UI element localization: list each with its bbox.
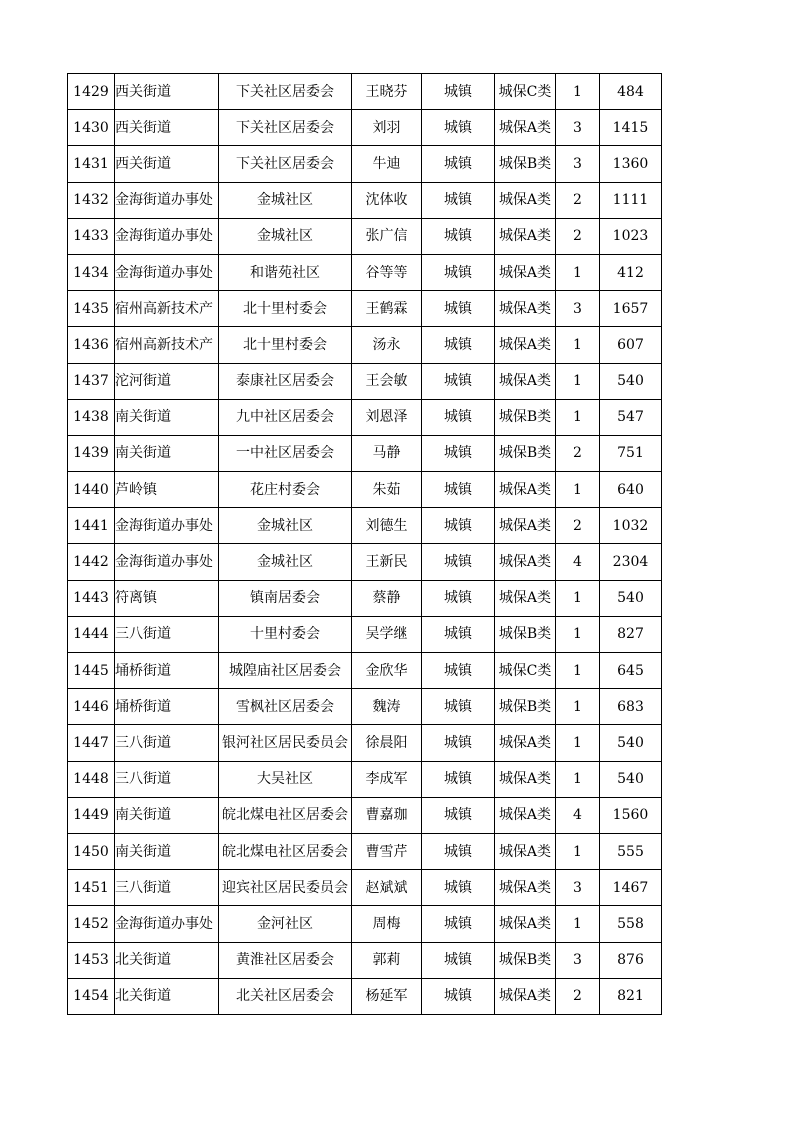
committee-cell: 北十里村委会	[219, 291, 352, 327]
row-number: 1445	[68, 653, 115, 689]
table-row	[68, 906, 662, 942]
name-cell: 曹雪芹	[352, 833, 422, 869]
committee-cell: 下关社区居委会	[219, 74, 352, 110]
name-cell: 杨延军	[352, 978, 422, 1014]
name-cell: 谷等等	[352, 254, 422, 290]
street-cell: 西关街道	[115, 146, 219, 182]
committee-cell: 雪枫社区居委会	[219, 689, 352, 725]
street-cell: 埇桥街道	[115, 653, 219, 689]
category-cell: 城保A类	[495, 906, 556, 942]
row-number: 1431	[68, 146, 115, 182]
category-cell: 城保C类	[495, 74, 556, 110]
persons-cell: 1	[556, 653, 600, 689]
amount-cell: 540	[600, 761, 662, 797]
persons-cell: 1	[556, 761, 600, 797]
committee-cell: 金城社区	[219, 182, 352, 218]
table-row	[68, 761, 662, 797]
street-cell: 西关街道	[115, 74, 219, 110]
name-cell: 金欣华	[352, 653, 422, 689]
row-number: 1441	[68, 508, 115, 544]
name-cell: 汤永	[352, 327, 422, 363]
amount-cell: 484	[600, 74, 662, 110]
area-cell: 城镇	[422, 942, 495, 978]
amount-cell: 547	[600, 399, 662, 435]
table-row	[68, 616, 662, 652]
category-cell: 城保A类	[495, 472, 556, 508]
roster-body	[68, 74, 662, 1015]
area-cell: 城镇	[422, 870, 495, 906]
row-number: 1434	[68, 254, 115, 290]
name-cell: 朱茹	[352, 472, 422, 508]
amount-cell: 1023	[600, 218, 662, 254]
persons-cell: 1	[556, 472, 600, 508]
committee-cell: 大吴社区	[219, 761, 352, 797]
category-cell: 城保B类	[495, 942, 556, 978]
street-cell: 三八街道	[115, 725, 219, 761]
committee-cell: 泰康社区居委会	[219, 363, 352, 399]
table-row	[68, 472, 662, 508]
area-cell: 城镇	[422, 616, 495, 652]
row-number: 1449	[68, 797, 115, 833]
amount-cell: 1467	[600, 870, 662, 906]
persons-cell: 1	[556, 327, 600, 363]
table-row	[68, 218, 662, 254]
street-cell: 北关街道	[115, 942, 219, 978]
category-cell: 城保A类	[495, 870, 556, 906]
committee-cell: 九中社区居委会	[219, 399, 352, 435]
category-cell: 城保A类	[495, 110, 556, 146]
name-cell: 吴学继	[352, 616, 422, 652]
area-cell: 城镇	[422, 906, 495, 942]
street-cell: 南关街道	[115, 833, 219, 869]
table-row	[68, 833, 662, 869]
roster-table	[67, 73, 662, 1015]
street-cell: 三八街道	[115, 616, 219, 652]
row-number: 1440	[68, 472, 115, 508]
amount-cell: 1560	[600, 797, 662, 833]
category-cell: 城保A类	[495, 327, 556, 363]
committee-cell: 下关社区居委会	[219, 110, 352, 146]
persons-cell: 4	[556, 797, 600, 833]
category-cell: 城保A类	[495, 218, 556, 254]
persons-cell: 1	[556, 906, 600, 942]
amount-cell: 640	[600, 472, 662, 508]
street-cell: 南关街道	[115, 797, 219, 833]
committee-cell: 金河社区	[219, 906, 352, 942]
row-number: 1436	[68, 327, 115, 363]
row-number: 1454	[68, 978, 115, 1014]
persons-cell: 2	[556, 182, 600, 218]
row-number: 1450	[68, 833, 115, 869]
row-number: 1435	[68, 291, 115, 327]
table-row	[68, 435, 662, 471]
persons-cell: 1	[556, 689, 600, 725]
street-cell: 金海街道办事处	[115, 544, 219, 580]
persons-cell: 3	[556, 146, 600, 182]
table-row	[68, 291, 662, 327]
street-cell: 南关街道	[115, 399, 219, 435]
amount-cell: 1415	[600, 110, 662, 146]
committee-cell: 银河社区居民委员会	[219, 725, 352, 761]
street-cell: 金海街道办事处	[115, 508, 219, 544]
row-number: 1451	[68, 870, 115, 906]
row-number: 1448	[68, 761, 115, 797]
area-cell: 城镇	[422, 74, 495, 110]
committee-cell: 城隍庙社区居委会	[219, 653, 352, 689]
name-cell: 刘羽	[352, 110, 422, 146]
street-cell: 北关街道	[115, 978, 219, 1014]
committee-cell: 北十里村委会	[219, 327, 352, 363]
row-number: 1432	[68, 182, 115, 218]
name-cell: 郭莉	[352, 942, 422, 978]
persons-cell: 1	[556, 725, 600, 761]
amount-cell: 540	[600, 725, 662, 761]
table-row	[68, 110, 662, 146]
table-row	[68, 797, 662, 833]
category-cell: 城保A类	[495, 544, 556, 580]
amount-cell: 827	[600, 616, 662, 652]
row-number: 1443	[68, 580, 115, 616]
persons-cell: 3	[556, 870, 600, 906]
amount-cell: 540	[600, 580, 662, 616]
amount-cell: 555	[600, 833, 662, 869]
name-cell: 刘恩泽	[352, 399, 422, 435]
street-cell: 西关街道	[115, 110, 219, 146]
committee-cell: 和谐苑社区	[219, 254, 352, 290]
area-cell: 城镇	[422, 291, 495, 327]
street-cell: 金海街道办事处	[115, 254, 219, 290]
committee-cell: 金城社区	[219, 508, 352, 544]
area-cell: 城镇	[422, 761, 495, 797]
row-number: 1446	[68, 689, 115, 725]
committee-cell: 皖北煤电社区居委会	[219, 797, 352, 833]
row-number: 1452	[68, 906, 115, 942]
amount-cell: 751	[600, 435, 662, 471]
table-row	[68, 689, 662, 725]
name-cell: 李成军	[352, 761, 422, 797]
row-number: 1439	[68, 435, 115, 471]
area-cell: 城镇	[422, 399, 495, 435]
table-row	[68, 508, 662, 544]
category-cell: 城保A类	[495, 797, 556, 833]
area-cell: 城镇	[422, 146, 495, 182]
committee-cell: 迎宾社区居民委员会	[219, 870, 352, 906]
table-row	[68, 942, 662, 978]
name-cell: 马静	[352, 435, 422, 471]
amount-cell: 876	[600, 942, 662, 978]
table-row	[68, 653, 662, 689]
name-cell: 周梅	[352, 906, 422, 942]
amount-cell: 558	[600, 906, 662, 942]
amount-cell: 1032	[600, 508, 662, 544]
area-cell: 城镇	[422, 182, 495, 218]
table-row	[68, 74, 662, 110]
table-row	[68, 399, 662, 435]
table-row	[68, 870, 662, 906]
area-cell: 城镇	[422, 833, 495, 869]
name-cell: 牛迪	[352, 146, 422, 182]
category-cell: 城保A类	[495, 254, 556, 290]
persons-cell: 1	[556, 74, 600, 110]
category-cell: 城保A类	[495, 978, 556, 1014]
area-cell: 城镇	[422, 110, 495, 146]
street-cell: 金海街道办事处	[115, 182, 219, 218]
persons-cell: 1	[556, 580, 600, 616]
category-cell: 城保A类	[495, 833, 556, 869]
street-cell: 宿州高新技术产	[115, 327, 219, 363]
amount-cell: 645	[600, 653, 662, 689]
area-cell: 城镇	[422, 580, 495, 616]
name-cell: 王会敏	[352, 363, 422, 399]
area-cell: 城镇	[422, 725, 495, 761]
amount-cell: 1657	[600, 291, 662, 327]
committee-cell: 花庄村委会	[219, 472, 352, 508]
category-cell: 城保B类	[495, 689, 556, 725]
area-cell: 城镇	[422, 327, 495, 363]
area-cell: 城镇	[422, 653, 495, 689]
table-row	[68, 327, 662, 363]
name-cell: 刘德生	[352, 508, 422, 544]
table-row	[68, 544, 662, 580]
name-cell: 张广信	[352, 218, 422, 254]
amount-cell: 412	[600, 254, 662, 290]
table-row	[68, 254, 662, 290]
street-cell: 金海街道办事处	[115, 906, 219, 942]
amount-cell: 1360	[600, 146, 662, 182]
name-cell: 徐晨阳	[352, 725, 422, 761]
category-cell: 城保A类	[495, 363, 556, 399]
persons-cell: 1	[556, 399, 600, 435]
row-number: 1437	[68, 363, 115, 399]
persons-cell: 1	[556, 254, 600, 290]
street-cell: 金海街道办事处	[115, 218, 219, 254]
name-cell: 沈体收	[352, 182, 422, 218]
name-cell: 王鹤霖	[352, 291, 422, 327]
area-cell: 城镇	[422, 797, 495, 833]
persons-cell: 1	[556, 616, 600, 652]
row-number: 1442	[68, 544, 115, 580]
row-number: 1430	[68, 110, 115, 146]
persons-cell: 1	[556, 363, 600, 399]
amount-cell: 540	[600, 363, 662, 399]
committee-cell: 皖北煤电社区居委会	[219, 833, 352, 869]
street-cell: 符离镇	[115, 580, 219, 616]
area-cell: 城镇	[422, 472, 495, 508]
street-cell: 芦岭镇	[115, 472, 219, 508]
row-number: 1447	[68, 725, 115, 761]
area-cell: 城镇	[422, 254, 495, 290]
street-cell: 南关街道	[115, 435, 219, 471]
category-cell: 城保B类	[495, 616, 556, 652]
persons-cell: 4	[556, 544, 600, 580]
street-cell: 三八街道	[115, 870, 219, 906]
committee-cell: 北关社区居委会	[219, 978, 352, 1014]
row-number: 1433	[68, 218, 115, 254]
table-row	[68, 725, 662, 761]
committee-cell: 金城社区	[219, 218, 352, 254]
street-cell: 三八街道	[115, 761, 219, 797]
name-cell: 蔡静	[352, 580, 422, 616]
persons-cell: 3	[556, 110, 600, 146]
persons-cell: 1	[556, 833, 600, 869]
name-cell: 赵斌斌	[352, 870, 422, 906]
area-cell: 城镇	[422, 689, 495, 725]
amount-cell: 821	[600, 978, 662, 1014]
category-cell: 城保A类	[495, 725, 556, 761]
committee-cell: 金城社区	[219, 544, 352, 580]
table-row	[68, 978, 662, 1014]
row-number: 1438	[68, 399, 115, 435]
table-row	[68, 146, 662, 182]
committee-cell: 十里村委会	[219, 616, 352, 652]
category-cell: 城保B类	[495, 146, 556, 182]
street-cell: 沱河街道	[115, 363, 219, 399]
amount-cell: 1111	[600, 182, 662, 218]
category-cell: 城保A类	[495, 182, 556, 218]
name-cell: 曹嘉珈	[352, 797, 422, 833]
row-number: 1453	[68, 942, 115, 978]
persons-cell: 2	[556, 978, 600, 1014]
table-row	[68, 580, 662, 616]
committee-cell: 下关社区居委会	[219, 146, 352, 182]
area-cell: 城镇	[422, 363, 495, 399]
area-cell: 城镇	[422, 978, 495, 1014]
category-cell: 城保A类	[495, 761, 556, 797]
category-cell: 城保A类	[495, 580, 556, 616]
committee-cell: 一中社区居委会	[219, 435, 352, 471]
area-cell: 城镇	[422, 218, 495, 254]
table-row	[68, 182, 662, 218]
area-cell: 城镇	[422, 435, 495, 471]
persons-cell: 2	[556, 508, 600, 544]
name-cell: 王晓芬	[352, 74, 422, 110]
amount-cell: 683	[600, 689, 662, 725]
name-cell: 王新民	[352, 544, 422, 580]
area-cell: 城镇	[422, 508, 495, 544]
persons-cell: 3	[556, 942, 600, 978]
category-cell: 城保B类	[495, 435, 556, 471]
amount-cell: 2304	[600, 544, 662, 580]
committee-cell: 黄淮社区居委会	[219, 942, 352, 978]
persons-cell: 2	[556, 435, 600, 471]
persons-cell: 2	[556, 218, 600, 254]
amount-cell: 607	[600, 327, 662, 363]
row-number: 1429	[68, 74, 115, 110]
committee-cell: 镇南居委会	[219, 580, 352, 616]
category-cell: 城保A类	[495, 291, 556, 327]
row-number: 1444	[68, 616, 115, 652]
category-cell: 城保C类	[495, 653, 556, 689]
category-cell: 城保B类	[495, 399, 556, 435]
name-cell: 魏涛	[352, 689, 422, 725]
category-cell: 城保A类	[495, 508, 556, 544]
table-row	[68, 363, 662, 399]
area-cell: 城镇	[422, 544, 495, 580]
street-cell: 埇桥街道	[115, 689, 219, 725]
persons-cell: 3	[556, 291, 600, 327]
street-cell: 宿州高新技术产	[115, 291, 219, 327]
